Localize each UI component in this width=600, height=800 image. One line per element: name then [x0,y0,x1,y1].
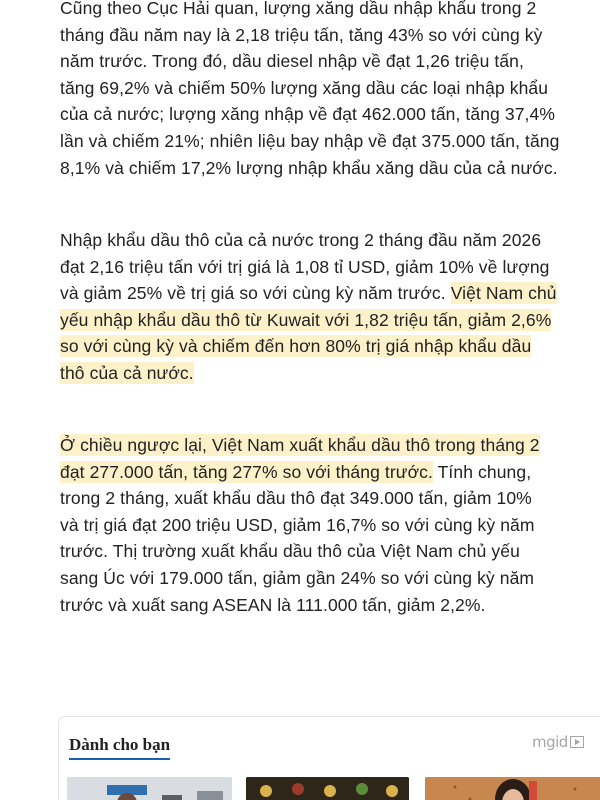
paragraph-fuel-imports [60,0,559,181]
highlighted-text: đạt 277.000 tấn, tăng 277% so với tháng trước. [60,461,433,482]
recommendation-widget [58,716,600,800]
text-line [60,307,557,334]
body-text: năm trước. Trong đó, dầu diesel nhập về đạt 1,26 triệu tấn, [60,51,524,72]
body-text: sang Úc với 179.000 tấn, giảm gần 24% so với cùng kỳ năm [60,567,535,588]
text-line [60,538,540,565]
highlighted-text: yếu nhập khẩu dầu thô từ Kuwait với 1,82 triệu tấn, giảm 2,6% [60,309,552,330]
highlighted-text: Việt Nam chủ [450,283,557,304]
text-line [60,360,557,387]
body-text: tăng 69,2% và chiếm 50% lượng xăng dầu các loại nhập khẩu [60,77,549,98]
text-line [60,101,559,128]
text-line [60,333,557,360]
body-text: Tính chung, [432,461,532,482]
thumbnail-people-photo[interactable] [67,777,232,800]
text-line [60,75,559,102]
body-text: của cả nước; lượng xăng nhập về đạt 462.000 tấn, tăng 37,4% [60,104,555,125]
text-line [60,227,557,254]
body-text: tháng đầu năm nay là 2,18 triệu tấn, tăng 43% so với cùng kỳ [60,24,543,45]
text-line [60,512,540,539]
body-text: Nhập khẩu dầu thô của cả nước trong 2 tháng đầu năm 2026 [60,230,542,250]
highlighted-text: so với cùng kỳ và chiếm đến hơn 80% trị giá nhập khẩu dầu [60,336,532,357]
mgid-logo[interactable] [532,733,584,751]
body-text: trong 2 tháng, xuất khẩu dầu thô đạt 349.000 tấn, giảm 10% [60,488,532,509]
text-line [60,0,559,22]
body-text: đạt 2,16 triệu tấn với trị giá là 1,08 tỉ USD, giảm 10% về lượng [60,256,550,277]
body-text: lần và chiếm 21%; nhiên liệu bay nhập về đạt 375.000 tấn, tăng [60,130,560,151]
text-line [60,280,557,307]
text-line [60,485,540,512]
text-line [60,155,559,182]
body-text: Cũng theo Cục Hải quan, lượng xăng dầu nhập khẩu trong 2 [60,0,537,18]
play-triangle-icon [570,736,584,748]
thumbnail-jewelry-photo[interactable] [246,777,409,800]
body-text: và giảm 25% về trị giá so với cùng kỳ năm trước. [60,283,451,304]
text-line [60,565,540,592]
text-line [60,592,540,619]
body-text: 8,1% và chiếm 17,2% lượng nhập khẩu xăng dầu của cả nước. [60,157,558,178]
highlighted-text: Ở chiều ngược lại, Việt Nam xuất khẩu dầu thô trong tháng 2 [60,435,540,455]
paragraph-crude-oil-imports [60,227,557,387]
text-line [60,22,559,49]
body-text: và trị giá đạt 200 triệu USD, giảm 16,7% so với cùng kỳ năm [60,514,535,535]
body-text: trước và xuất sang ASEAN là 111.000 tấn, giảm 2,2%. [60,594,486,615]
text-line [60,432,540,459]
mgid-logo-text: mgid [532,733,568,751]
text-line [60,128,559,155]
paragraph-crude-oil-exports [60,432,540,618]
thumbnail-woman-portrait-photo[interactable] [425,777,600,800]
body-text: trước. Thị trường xuất khẩu dầu thô của Việt Nam chủ yếu [60,541,520,562]
highlighted-text: thô của cả nước. [60,362,194,383]
text-line [60,254,557,281]
text-line [60,48,559,75]
recommendation-title: Dành cho bạn [69,735,170,760]
text-line [60,459,540,486]
